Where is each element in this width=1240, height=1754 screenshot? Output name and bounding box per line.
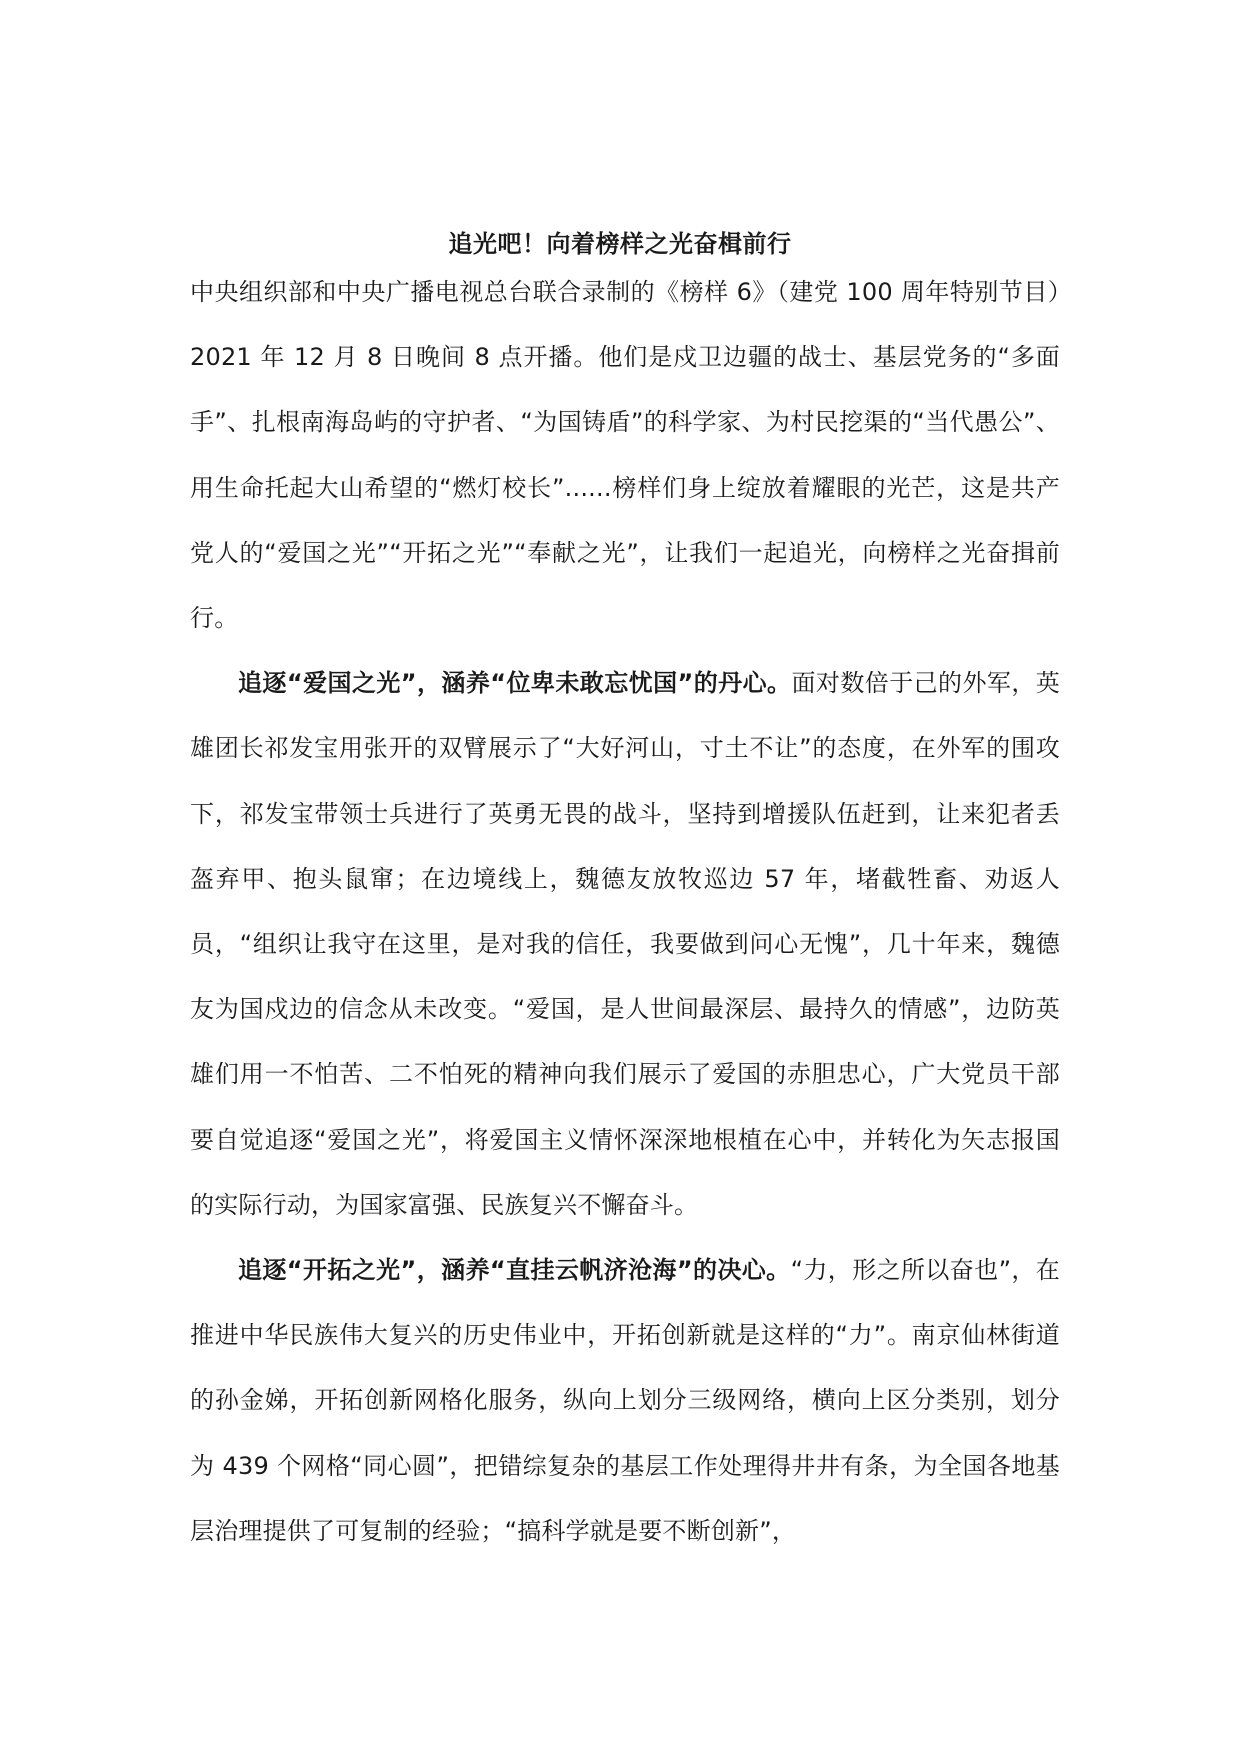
section-pioneering-lead: 追逐“开拓之光”，涵养“直挂云帆济沧海”的决心。	[238, 1256, 791, 1285]
document-title: 追光吧！向着榜样之光奋楫前行	[448, 230, 792, 258]
document-body	[190, 260, 1060, 1564]
section-patriotism-paragraph	[190, 651, 1060, 1238]
section-pioneering-body: “力，形之所以奋也”，在推进中华民族伟大复兴的历史伟业中，开拓创新就是这样的“力”。南京仙林街道的孙金娣，开拓创新网格化服务，纵向上划分三级网络，横向上区分类别，划分为 439 个网格“同心圆”，把错综复杂的基层工作处理得井井有条，为全国各地基层治理提供了可复制的经验；“搞科学就是要不断创新”，	[190, 1256, 1060, 1545]
section-pioneering-paragraph	[190, 1238, 1060, 1564]
section-patriotism-body: 面对数倍于己的外军，英雄团长祁发宝用张开的双臂展示了“大好河山，寸土不让”的态度，在外军的围攻下，祁发宝带领士兵进行了英勇无畏的战斗，坚持到增援队伍赶到，让来犯者丢盔弃甲、抱头鼠窜；在边境线上，魏德友放牧巡边 57 年，堵截牲畜、劝返人员，“组织让我守在这里，是对我的信任，我要做到问心无愧”，几十年来，魏德友为国戍边的信念从未改变。“爱国，是人世间最深层、最持久的情感”，边防英雄们用一不怕苦、二不怕死的精神向我们展示了爱国的赤胆忠心，广大党员干部要自觉追逐“爱国之光”，将爱国主义情怀深深地根植在心中，并转化为矢志报国的实际行动，为国家富强、民族复兴不懈奋斗。	[190, 669, 1060, 1219]
intro-paragraph: 中央组织部和中央广播电视总台联合录制的《榜样 6》（建党 100 周年特别节目）2021 年 12 月 8 日晚间 8 点开播。他们是戍卫边疆的战士、基层党务的“多面手”、扎根南海岛屿的守护者、“为国铸盾”的科学家、为村民挖渠的“当代愚公”、用生命托起大山希望的“燃灯校长”......榜样们身上绽放着耀眼的光芒，这是共产党人的“爱国之光”“开拓之光”“奉献之光”，让我们一起追光，向榜样之光奋揖前行。	[190, 278, 1060, 633]
section-patriotism-lead: 追逐“爱国之光”，涵养“位卑未敢忘忧国”的丹心。	[238, 669, 792, 698]
